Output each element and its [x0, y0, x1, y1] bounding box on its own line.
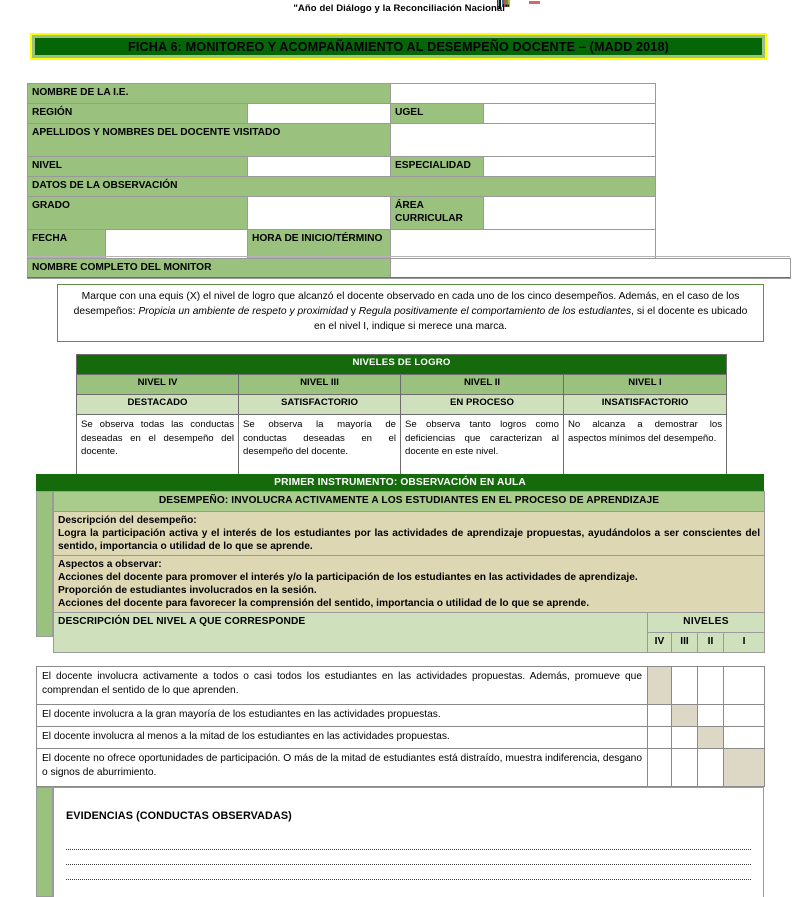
table-row	[54, 613, 765, 633]
table-row	[28, 157, 656, 177]
nivel-i-description: No alcanza a demostrar los aspectos mínimos del desempeño.	[564, 415, 727, 477]
instruction-italic2: Regula positivamente el comportamiento de los estudiantes	[358, 305, 632, 317]
level-mark-i[interactable]	[724, 667, 765, 705]
table-row	[54, 492, 765, 512]
descripcion-label: Descripción del desempeño:	[58, 515, 197, 526]
level-mark-i[interactable]	[724, 727, 765, 749]
descripcion-desempeno-cell	[54, 512, 765, 556]
label-nombre-ie: NOMBRE DE LA I.E.	[28, 84, 391, 104]
table-row	[77, 355, 727, 375]
input-region[interactable]	[248, 104, 391, 124]
nivel-i-label: NIVEL I	[564, 375, 727, 395]
evidencias-line[interactable]	[66, 835, 751, 850]
instruction-italic1: Propicia un ambiente de respeto y proximidad	[138, 305, 348, 317]
table-row	[37, 749, 765, 787]
level-description-table	[36, 666, 765, 787]
aspectos-label: Aspectos a observar:	[58, 559, 162, 571]
input-nombre-monitor[interactable]	[391, 259, 791, 279]
descripcion-text: Logra la participación activa y el interés de los estudiantes por las actividades de aprendizaje propuestas, ayudándolos a ser conscientes del sentido, importancia o utilidad de lo que se aprende.	[58, 528, 761, 553]
section-datos-observacion: DATOS DE LA OBSERVACIÓN	[28, 177, 656, 197]
desempeno-left-stripe	[36, 491, 53, 637]
level-row-description: El docente no ofrece oportunidades de participación. O más de la mitad de estudiantes está distraído, muestra indiferencia, desgano o signos de aburrimiento.	[37, 749, 648, 787]
label-especialidad: ESPECIALIDAD	[391, 157, 484, 177]
primer-instrumento-band	[36, 474, 764, 491]
nivel-iv-name: DESTACADO	[77, 395, 239, 415]
niveles-logro-title: NIVELES DE LOGRO	[77, 355, 727, 375]
nivel-col-ii: II	[698, 633, 724, 653]
table-row	[54, 556, 765, 613]
level-mark-iv[interactable]	[648, 667, 672, 705]
table-row	[77, 415, 727, 477]
aspectos-observar-cell	[54, 556, 765, 613]
table-row	[54, 512, 765, 556]
header-form-table	[27, 83, 656, 263]
level-mark-iii[interactable]	[672, 667, 698, 705]
nivel-col-iii: III	[672, 633, 698, 653]
label-grado: GRADO	[28, 197, 248, 230]
desempeno-table	[53, 491, 765, 653]
table-row	[28, 104, 656, 124]
table-row	[77, 375, 727, 395]
document-title-banner	[30, 33, 767, 60]
table-row	[28, 177, 656, 197]
input-docente-visitado[interactable]	[391, 124, 656, 157]
table-row	[28, 197, 656, 230]
level-mark-ii[interactable]	[698, 667, 724, 705]
evidencias-title: EVIDENCIAS (CONDUCTAS OBSERVADAS)	[66, 810, 292, 822]
nivel-ii-name: EN PROCESO	[401, 395, 564, 415]
label-region: REGIÓN	[28, 104, 248, 124]
nivel-col-i: I	[724, 633, 765, 653]
input-grado[interactable]	[248, 197, 391, 230]
label-ugel: UGEL	[391, 104, 484, 124]
desempeno-header: DESEMPEÑO: INVOLUCRA ACTIVAMENTE A LOS ESTUDIANTES EN EL PROCESO DE APRENDIZAJE	[54, 492, 765, 512]
nivel-iv-label: NIVEL IV	[77, 375, 239, 395]
input-ugel[interactable]	[484, 104, 656, 124]
table-row	[28, 84, 656, 104]
label-fecha: FECHA	[28, 230, 106, 263]
instruction-box	[57, 284, 764, 342]
table-row	[28, 259, 791, 279]
level-mark-iv[interactable]	[648, 749, 672, 787]
niveles-col-header: NIVELES	[648, 613, 765, 633]
descripcion-nivel-col-header: DESCRIPCIÓN DEL NIVEL A QUE CORRESPONDE	[54, 613, 648, 653]
nivel-i-name: INSATISFACTORIO	[564, 395, 727, 415]
level-mark-i[interactable]	[724, 705, 765, 727]
instruction-part2: , si el docente es ubicado en el nivel I, indique si merece una marca.	[314, 305, 748, 332]
table-row	[37, 727, 765, 749]
nivel-iii-label: NIVEL III	[239, 375, 401, 395]
nivel-col-iv: IV	[648, 633, 672, 653]
label-nivel: NIVEL	[28, 157, 248, 177]
level-mark-iv[interactable]	[648, 727, 672, 749]
table-row	[77, 395, 727, 415]
level-mark-iv[interactable]	[648, 705, 672, 727]
level-row-description: El docente involucra a la gran mayoría de los estudiantes en las actividades propuestas.	[37, 705, 648, 727]
evidencias-line[interactable]	[66, 865, 751, 880]
nivel-ii-description: Se observa tanto logros como deficiencias que caracterizan al docente en este nivel.	[401, 415, 564, 477]
nivel-iii-name: SATISFACTORIO	[239, 395, 401, 415]
input-nivel[interactable]	[248, 157, 391, 177]
nivel-ii-label: NIVEL II	[401, 375, 564, 395]
level-mark-iii[interactable]	[672, 749, 698, 787]
label-hora-inicio-termino: HORA DE INICIO/TÉRMINO	[248, 230, 391, 263]
level-mark-ii[interactable]	[698, 749, 724, 787]
level-mark-ii[interactable]	[698, 727, 724, 749]
evidencias-line[interactable]	[66, 850, 751, 865]
evidencias-box	[53, 787, 764, 897]
primer-instrumento-title: PRIMER INSTRUMENTO: OBSERVACIÓN EN AULA	[274, 477, 526, 488]
aspecto-item: Proporción de estudiantes involucrados en la sesión.	[58, 585, 317, 597]
evidencias-left-stripe	[36, 787, 53, 897]
label-area-curricular: ÁREA CURRICULAR	[391, 197, 484, 230]
instruction-mid: y	[347, 305, 359, 317]
table-row	[28, 124, 656, 157]
page-title: FICHA 6: MONITOREO Y ACOMPAÑAMIENTO AL DESEMPEÑO DOCENTE – (MADD 2018)	[128, 39, 669, 54]
label-nombre-monitor: NOMBRE COMPLETO DEL MONITOR	[28, 259, 391, 279]
instruction-part1: Marque con una equis (X) el nivel de logro que alcanzó el docente observado en cada uno de los cinco desempeños. Además, en el caso de los desempeños:	[73, 291, 740, 317]
aspecto-item: Acciones del docente para favorecer la comprensión del sentido, importancia o utilidad de lo que se aprende.	[58, 598, 590, 610]
nivel-iii-description: Se observa la mayoría de conductas deseadas en el desempeño del docente.	[239, 415, 401, 477]
monitor-name-table	[27, 258, 791, 279]
level-row-description: El docente involucra activamente a todos o casi todos los estudiantes en las actividades propuestas. Además, promueve que comprendan el sentido de lo que aprenden.	[37, 667, 648, 705]
document-title-inner	[35, 38, 762, 55]
document-motto: "Año del Diálogo y la Reconciliación Nacional"	[293, 3, 510, 14]
input-especialidad[interactable]	[484, 157, 656, 177]
input-nombre-ie[interactable]	[391, 84, 656, 104]
label-docente-visitado: APELLIDOS Y NOMBRES DEL DOCENTE VISITADO	[28, 124, 391, 157]
niveles-de-logro-table	[76, 354, 727, 477]
level-mark-ii[interactable]	[698, 705, 724, 727]
level-mark-iii[interactable]	[672, 705, 698, 727]
input-area-curricular[interactable]	[484, 197, 656, 230]
level-row-description: El docente involucra al menos a la mitad de los estudiantes en las actividades propuestas.	[37, 727, 648, 749]
page-rule	[27, 277, 790, 278]
page-rule	[27, 256, 790, 257]
level-mark-i[interactable]	[724, 749, 765, 787]
table-row	[37, 667, 765, 705]
aspecto-item: Acciones del docente para promover el interés y/o la participación de los estudiantes en las actividades de aprendizaje.	[58, 572, 638, 584]
level-mark-iii[interactable]	[672, 727, 698, 749]
nivel-iv-description: Se observa todas las conductas deseadas en el desempeño del docente.	[77, 415, 239, 477]
table-row	[37, 705, 765, 727]
